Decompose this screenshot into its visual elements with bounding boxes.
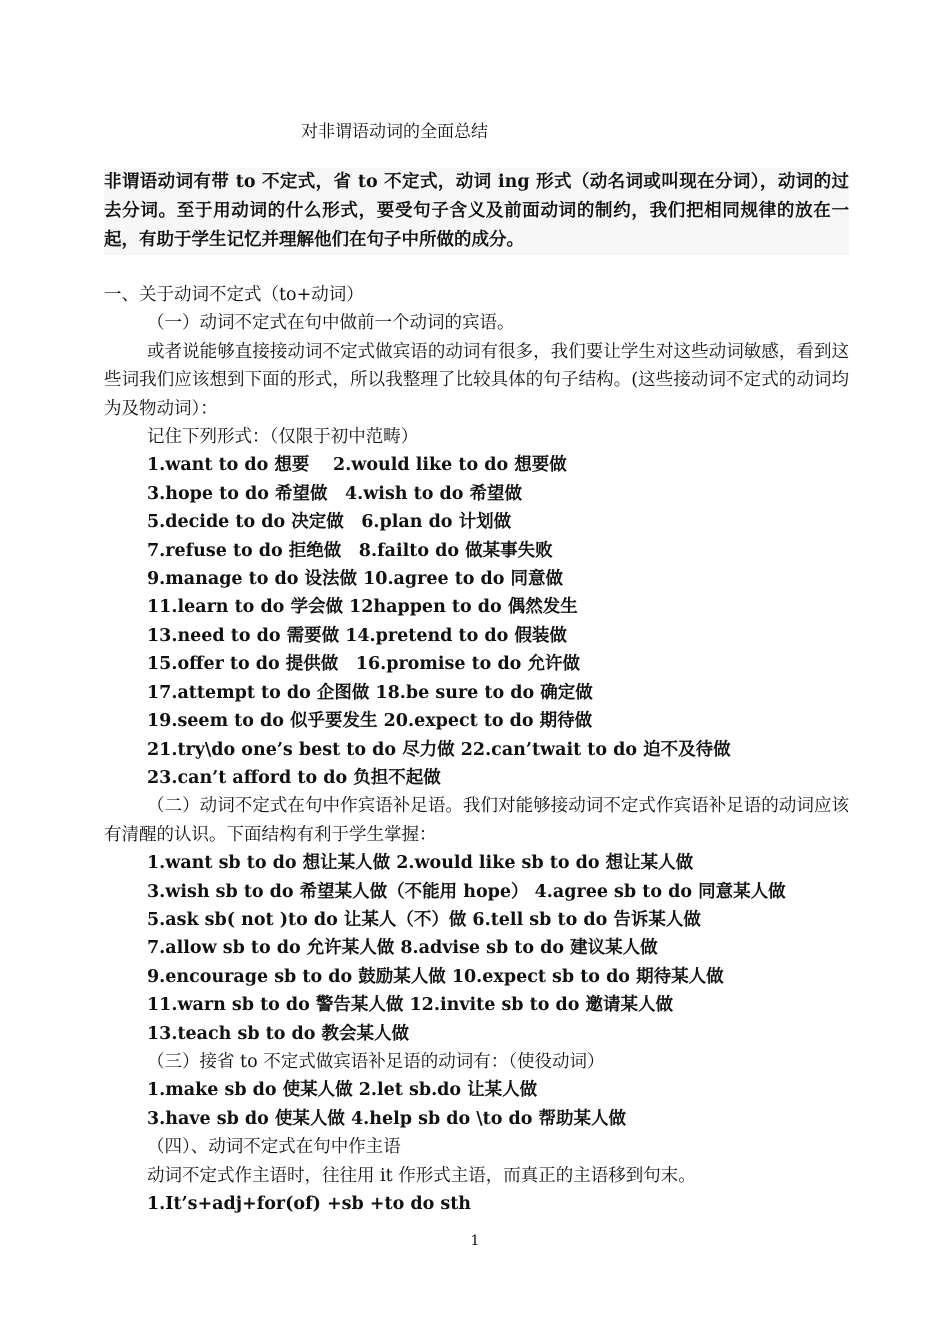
list-item: 5.ask sb( not )to do 让某人（不）做 6.tell sb to do 告诉某人做 (147, 909, 701, 930)
subsection-1-heading: （一）动词不定式在句中做前一个动词的宾语。 (147, 313, 515, 334)
subsection-3-heading: （三）接省 to 不定式做宾语补足语的动词有：（使役动词） (147, 1051, 605, 1072)
list-item: 13.teach sb to do 教会某人做 (147, 1023, 410, 1044)
intro-paragraph-block (104, 168, 849, 255)
list-item: 1.make sb do 使某人做 2.let sb.do 让某人做 (147, 1080, 538, 1101)
list-item: 5.decide to do 决定做 6.plan do 计划做 (147, 512, 512, 533)
page-title: 对非谓语动词的全面总结 (301, 122, 488, 142)
list-item: 23.can’t afford to do 负担不起做 (147, 767, 441, 788)
list-item: 1.want sb to do 想让某人做 2.would like sb to do 想让某人做 (147, 853, 694, 874)
list-item: 11.warn sb to do 警告某人做 12.invite sb to do 邀请某人做 (147, 995, 673, 1016)
list-item: 11.learn to do 学会做 12happen to do 偶然发生 (147, 597, 578, 618)
list-item: 1.want to do 想要 2.would like to do 想要做 (147, 455, 567, 476)
subsection-2-paragraph: （二）动词不定式在句中作宾语补足语。我们对能够接动词不定式作宾语补足语的动词应该有清醒的认识。下面结构有利于学生掌握： (104, 796, 849, 845)
subsection-1-note: 记住下列形式：（仅限于初中范畴） (147, 427, 419, 448)
section-1-heading: 一、关于动词不定式（to+动词） (104, 285, 364, 305)
subsection-4-paragraph: 动词不定式作主语时，往往用 it 作形式主语，而真正的主语移到句末。 (147, 1165, 696, 1186)
page-number: 1 (470, 1233, 480, 1249)
subsection-4-heading: （四）、动词不定式在句中作主语 (147, 1137, 401, 1158)
list-item: 13.need to do 需要做 14.pretend to do 假装做 (147, 625, 567, 646)
list-item: 19.seem to do 似乎要发生 20.expect to do 期待做 (147, 711, 593, 732)
intro-paragraph: 非谓语动词有带 to 不定式，省 to 不定式，动词 ing 形式（动名词或叫现在分词），动词的过去分词。至于用动词的什么形式，要受句子含义及前面动词的制约，我们把相同规律的放在一起，有助于学生记忆并理解他们在句子中所做的成分。 (104, 172, 849, 250)
list-item: 7.allow sb to do 允许某人做 8.advise sb to do 建议某人做 (147, 938, 658, 959)
list-item: 21.try\do one’s best to do 尽力做 22.can’twait to do 迫不及待做 (147, 739, 731, 760)
list-item: 1.It’s+adj+for(of) +sb +to do sth (147, 1194, 472, 1214)
list-item: 7.refuse to do 拒绝做 8.failto do 做某事失败 (147, 540, 553, 561)
list-item: 3.wish sb to do 希望某人做（不能用 hope） 4.agree sb to do 同意某人做 (147, 881, 786, 902)
list-item: 17.attempt to do 企图做 18.be sure to do 确定做 (147, 682, 593, 703)
list-item: 15.offer to do 提供做 16.promise to do 允许做 (147, 654, 580, 675)
list-item: 9.manage to do 设法做 10.agree to do 同意做 (147, 569, 564, 590)
list-item: 9.encourage sb to do 鼓励某人做 10.expect sb to do 期待某人做 (147, 966, 724, 987)
section-1 (104, 281, 849, 1218)
list-item: 3.have sb do 使某人做 4.help sb do \to do 帮助某人做 (147, 1108, 627, 1129)
list-item: 3.hope to do 希望做 4.wish to do 希望做 (147, 483, 522, 504)
subsection-1-paragraph: 或者说能够直接接动词不定式做宾语的动词有很多，我们要让学生对这些动词敏感，看到这些词我们应该想到下面的形式，所以我整理了比较具体的句子结构。(这些接动词不定式的动词均为及物动词）： (104, 341, 849, 419)
